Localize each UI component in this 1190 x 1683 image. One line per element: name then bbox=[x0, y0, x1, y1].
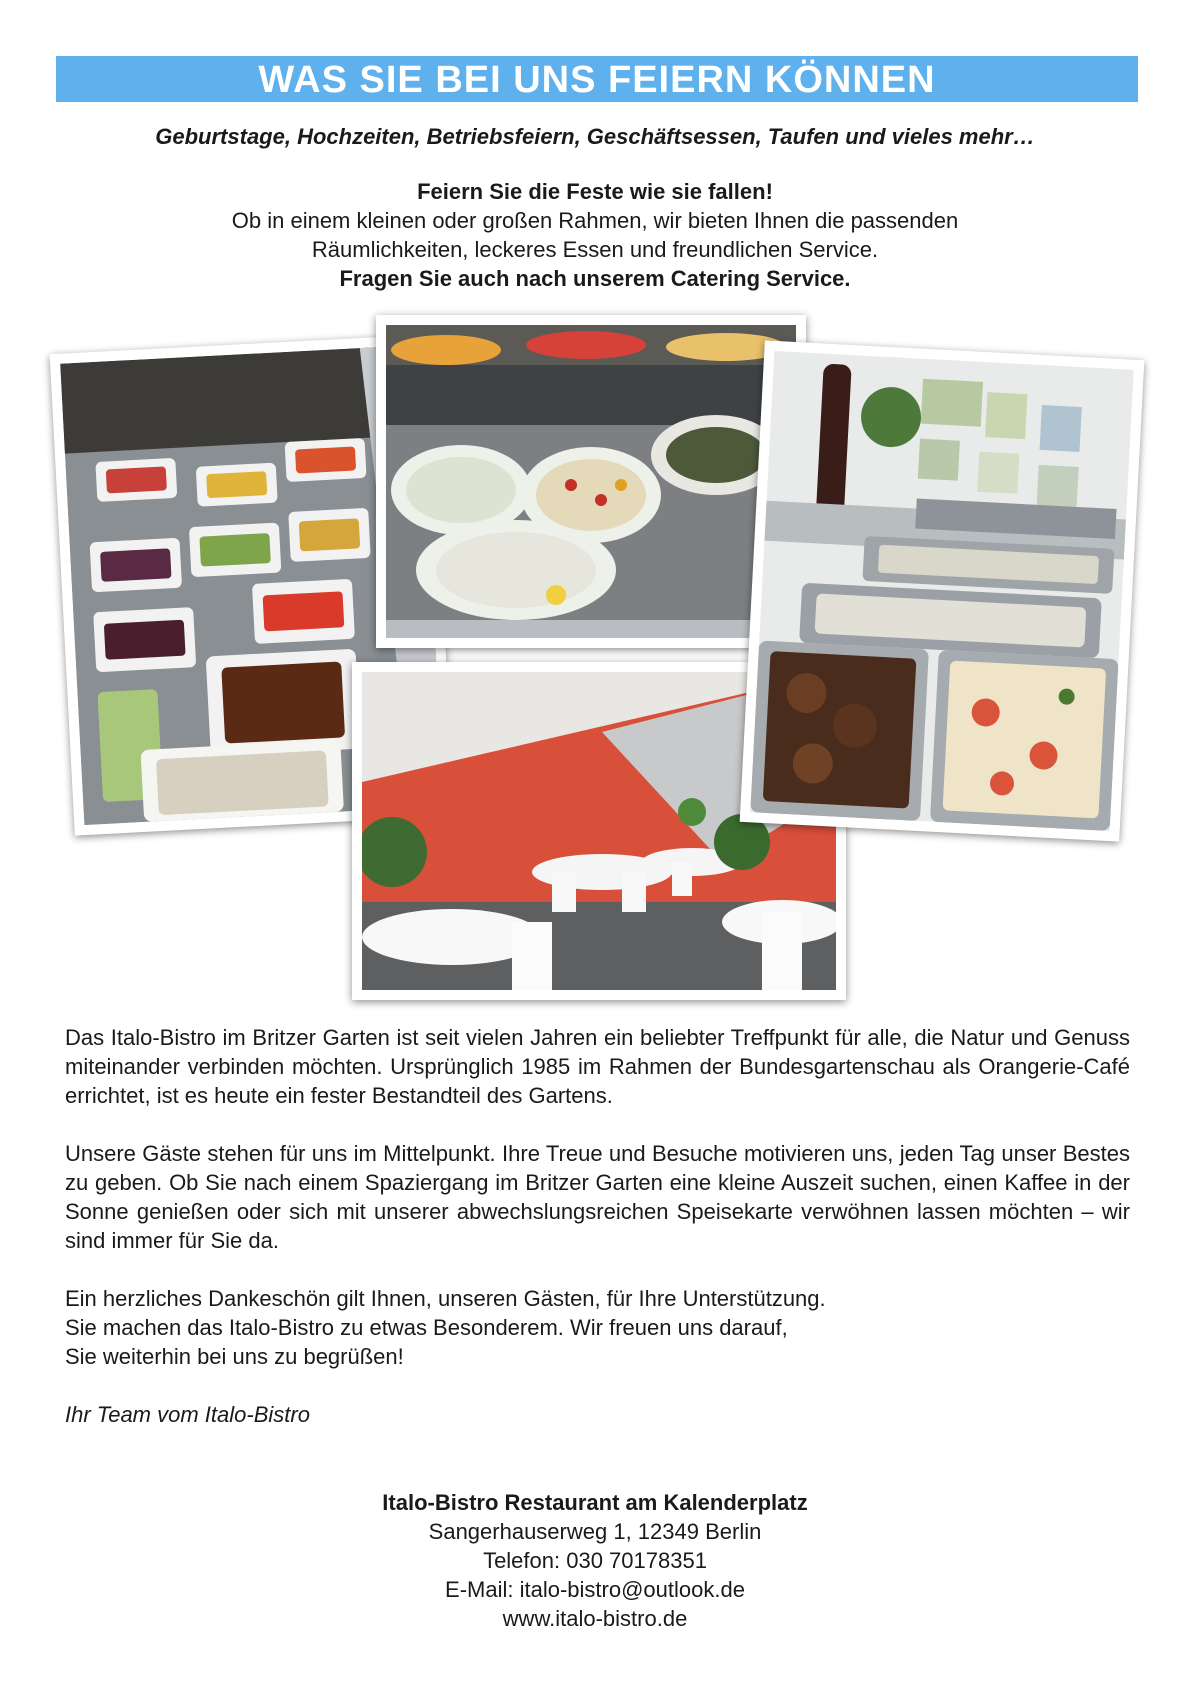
photo-chafing-dishes bbox=[750, 351, 1134, 831]
banner-title: WAS SIE BEI UNS FEIERN KÖNNEN bbox=[258, 59, 936, 101]
intro-line-2: Räumlichkeiten, leckeres Essen und freundlichen Service. bbox=[311, 237, 879, 262]
body-text bbox=[65, 1023, 1130, 1458]
signature: Ihr Team vom Italo-Bistro bbox=[65, 1402, 310, 1427]
thanks-line-1: Ein herzliches Dankeschön gilt Ihnen, unseren Gästen, für Ihre Unterstützung. bbox=[65, 1286, 826, 1311]
cold-buffet-photo bbox=[376, 315, 806, 648]
website-link[interactable]: www.italo-bistro.de bbox=[502, 1606, 688, 1631]
thanks-line-2: Sie machen das Italo-Bistro zu etwas Besonderem. Wir freuen uns darauf, bbox=[65, 1315, 788, 1340]
contact-block bbox=[0, 1488, 1190, 1633]
thanks-paragraph bbox=[65, 1284, 1130, 1371]
guests-paragraph: Unsere Gäste stehen für uns im Mittelpunkt. Ihre Treue und Besuche motivieren uns, jeden Tag unser Bestes zu geben. Ob Sie nach einem Spaziergang im Britzer Garten eine kleine Auszeit suchen, einen Kaffee in der Sonne genießen oder sich mit unserer abwechslungsreichen Speisekarte verwöhnen lassen möchten – wir sind immer für Sie da. bbox=[65, 1141, 1130, 1253]
thanks-line-3: Sie weiterhin bei uns zu begrüßen! bbox=[65, 1344, 404, 1369]
catering-note: Fragen Sie auch nach unserem Catering Service. bbox=[339, 266, 851, 291]
history-paragraph: Das Italo-Bistro im Britzer Garten ist seit vielen Jahren ein beliebter Treffpunkt für alle, die Natur und Genuss miteinander verbinden möchten. Ursprünglich 1985 im Rahmen der Bundesgartenschau als Orangerie-Café errichtet, ist es heute ein fester Bestandteil des Gartens. bbox=[65, 1025, 1130, 1108]
photo-antipasti-platters bbox=[386, 325, 796, 638]
intro-block bbox=[0, 177, 1190, 293]
email-link[interactable]: E-Mail: italo-bistro@outlook.de bbox=[445, 1577, 745, 1602]
phone: Telefon: 030 70178351 bbox=[483, 1548, 707, 1573]
occasions-subtitle: Geburtstage, Hochzeiten, Betriebsfeiern, Geschäftsessen, Taufen und vieles mehr… bbox=[155, 124, 1035, 149]
intro-line-1: Ob in einem kleinen oder großen Rahmen, wir bieten Ihnen die passenden bbox=[231, 208, 959, 233]
hot-buffet-photo bbox=[740, 340, 1145, 841]
restaurant-name: Italo-Bistro Restaurant am Kalenderplatz bbox=[382, 1490, 808, 1515]
page-banner bbox=[56, 56, 1138, 102]
address: Sangerhauserweg 1, 12349 Berlin bbox=[428, 1519, 762, 1544]
intro-headline: Feiern Sie die Feste wie sie fallen! bbox=[417, 179, 773, 204]
